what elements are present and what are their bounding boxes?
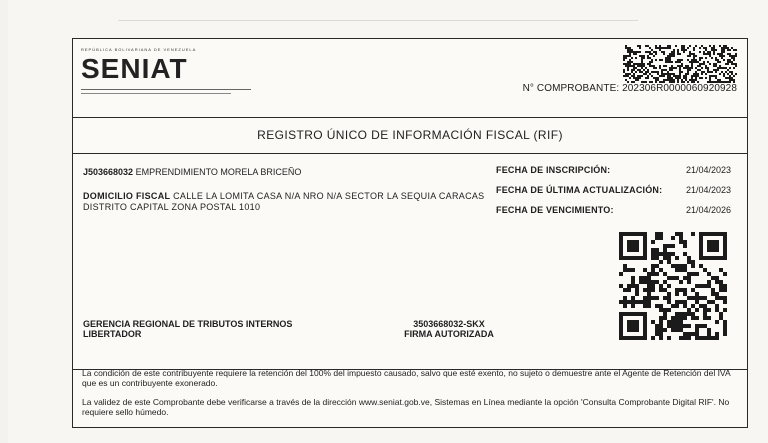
comprobante-label: N° COMPROBANTE: [522,83,620,94]
note-validez: La validez de este Comprobante debe verificarse a través de la dirección www.seniat.gob.ve, Sistemas en Línea mediante la opción 'Consulta Comprobante Digital RIF'. No requiere sello húmedo. [82,397,730,417]
logo-subtitle-lines [81,89,251,96]
firma-label: FIRMA AUTORIZADA [404,329,494,339]
firma-code: 3503668032-SKX [413,319,485,329]
document-title: REGISTRO ÚNICO DE INFORMACIÓN FISCAL (RIF) [73,117,747,154]
republic-line: REPÚBLICA BOLIVARIANA DE VENEZUELA [81,47,197,52]
firma-autorizada [389,319,509,339]
scanned-paper [8,0,768,443]
rif-number: J503668032 [83,167,134,177]
date-row-inscripcion: FECHA DE INSCRIPCIÓN: 21/04/2023 [496,165,731,175]
show-through-line [118,20,638,21]
taxpayer-info [73,153,747,370]
date-row-vencimiento: FECHA DE VENCIMIENTO: 21/04/2026 [496,205,731,215]
seniat-logo [81,47,261,103]
qr-code [618,231,728,341]
taxpayer-name: EMPRENDIMIENTO MORELA BRICEÑO [135,167,302,177]
date-row-actualizacion: FECHA DE ÚLTIMA ACTUALIZACIÓN: 21/04/2023 [496,185,731,195]
comprobante-line [523,83,737,94]
domicilio-value: CALLE LA LOMITA CASA N/A NRO N/A SECTOR LA SEQUIA CARACAS DISTRITO CAPITAL ZONA POSTAL 1010 [83,191,485,212]
legal-notes [82,368,742,426]
domicilio-label: DOMICILIO FISCAL [83,191,171,201]
gerencia-regional: GERENCIA REGIONAL DE TRIBUTOS INTERNOS LIBERTADOR [83,319,293,339]
barcode-2d [623,45,737,83]
comprobante-number: 202306R0000060920928 [622,83,737,94]
certificate-header [73,39,747,118]
taxpayer-line [83,167,301,177]
dates-block [496,163,731,223]
domicilio-fiscal [83,191,493,213]
logo-text: SENIAT [81,53,188,84]
note-retencion: La condición de este contribuyente requiere la retención del 100% del impuesto causado, salvo que esté exento, no sujeto o demuestre ante el Agente de Retención del IVA que es un contribuyente exonerado. [82,368,731,388]
